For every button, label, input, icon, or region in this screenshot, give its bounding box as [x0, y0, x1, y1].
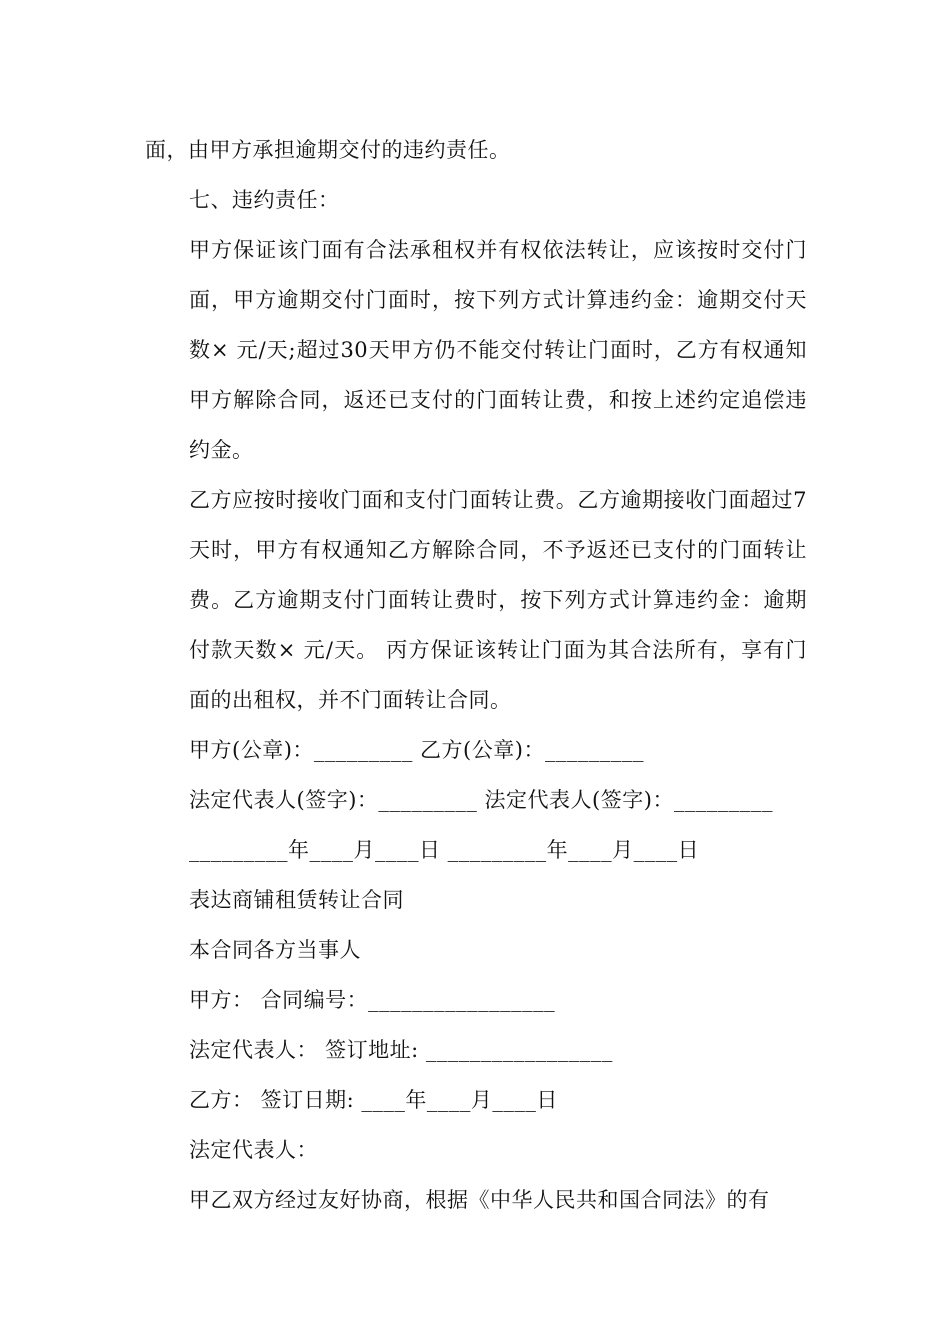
signature-date-line: _________年____月____日 _________年____月____日 — [189, 838, 700, 862]
paragraph-continued: 面，由甲方承担逾期交付的违约责任。 — [145, 138, 511, 162]
representative-address-line: 法定代表人： 签订地址: _________________ — [189, 1038, 613, 1062]
parties-heading: 本合同各方当事人 — [189, 938, 361, 962]
paragraph-party-a-obligation: 甲方保证该门面有合法承租权并有权依法转让，应该按时交付门面，甲方逾期交付门面时，按下列方式计算违约金：逾期交付天数× 元/天;超过30天甲方仍不能交付转让门面时，乙方有权通知甲方解除合同，返还已支付的门面转让费，和按上述约定追偿违约金。 — [189, 238, 807, 462]
representative-line: 法定代表人： — [189, 1138, 318, 1162]
signature-seal-line: 甲方(公章)：_________ 乙方(公章)：_________ — [189, 738, 644, 762]
paragraph-negotiation: 甲乙双方经过友好协商，根据《中华人民共和国合同法》的有 — [189, 1188, 770, 1212]
party-b-date-line: 乙方： 签订日期: ____年____月____日 — [189, 1088, 558, 1112]
party-a-contract-number-line: 甲方： 合同编号：_________________ — [189, 988, 556, 1012]
signature-representative-line: 法定代表人(签字)：_________ 法定代表人(签字)：_________ — [189, 788, 773, 812]
document-body — [145, 125, 807, 1225]
contract-title: 表达商铺租赁转让合同 — [189, 888, 404, 912]
section-heading-breach: 七、违约责任： — [189, 188, 340, 212]
paragraph-party-b-obligation: 乙方应按时接收门面和支付门面转让费。乙方逾期接收门面超过7天时，甲方有权通知乙方解除合同，不予返还已支付的门面转让费。乙方逾期支付门面转让费时，按下列方式计算违约金：逾期付款天数× 元/天。 丙方保证该转让门面为其合法所有，享有门面的出租权，并不门面转让合同。 — [189, 488, 807, 712]
